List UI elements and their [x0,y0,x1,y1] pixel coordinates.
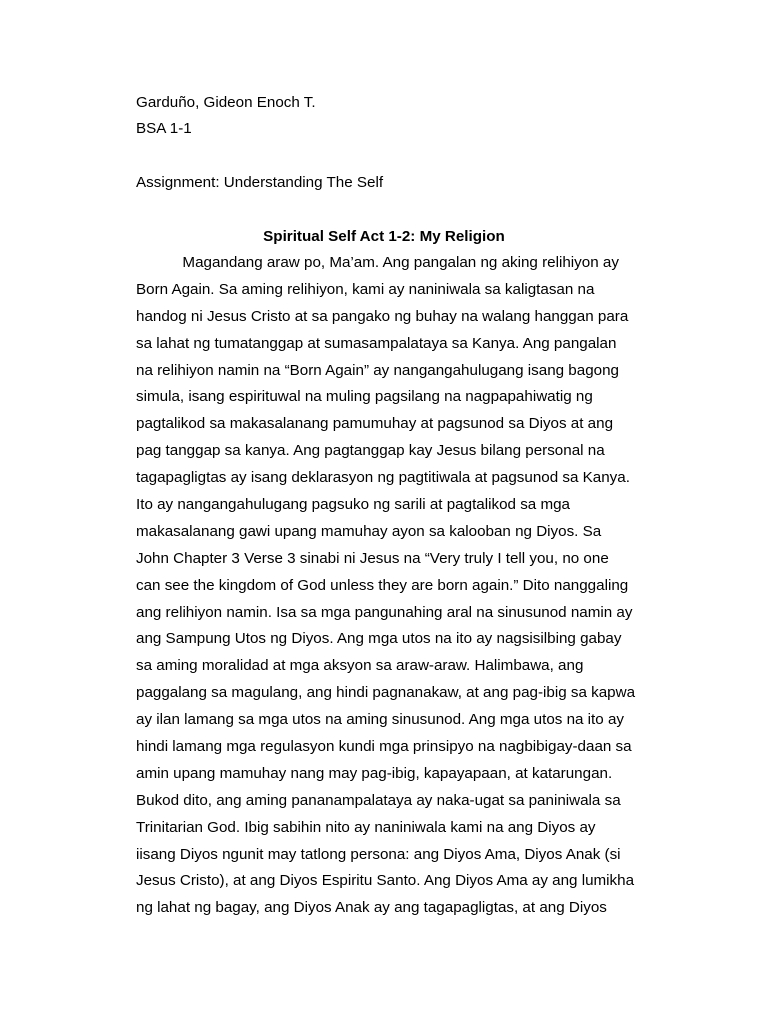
body-line: handog ni Jesus Cristo at sa pangako ng buhay na walang hanggan para [136,307,629,325]
body-line: Ito ay nangangahulugang pagsuko ng sarili at pagtalikod sa mga [136,496,571,514]
body-line: ay ilan lamang sa mga utos na aming sinusunod. Ang mga utos na ito ay [136,711,624,729]
student-section: BSA 1-1 [136,120,192,137]
body-line: Born Again. Sa aming relihiyon, kami ay naniniwala sa kaligtasan na [136,280,595,298]
body-line: can see the kingdom of God unless they are born again.” Dito nanggaling [136,576,629,594]
body-paragraph [136,253,636,925]
body-line: na relihiyon namin na “Born Again” ay nangangahulugang isang bagong [136,361,619,379]
body-line: ang Sampung Utos ng Diyos. Ang mga utos na ito ay nagsisilbing gabay [136,630,622,648]
assignment-label: Assignment: Understanding The Self [136,174,384,191]
body-line: pag tanggap sa kanya. Ang pagtanggap kay Jesus bilang personal na [136,442,605,460]
body-line: John Chapter 3 Verse 3 sinabi ni Jesus na “Very truly I tell you, no one [136,549,609,567]
body-line: iisang Diyos ngunit may tatlong persona: ang Diyos Ama, Diyos Anak (si [136,845,621,863]
body-line: simula, isang espirituwal na muling pagsilang na nagpapahiwatig ng [136,388,593,406]
body-line: tagapagligtas ay isang deklarasyon ng pagtitiwala at pagsunod sa Kanya. [136,469,630,487]
document-title: Spiritual Self Act 1-2: My Religion [263,228,505,245]
body-line: hindi lamang mga regulasyon kundi mga prinsipyo na nagbibigay-daan sa [136,738,632,756]
student-name: Garduño, Gideon Enoch T. [136,94,316,111]
body-line: Jesus Cristo), at ang Diyos Espiritu Santo. Ang Diyos Ama ay ang lumikha [136,872,635,890]
body-line: paggalang sa magulang, ang hindi pagnanakaw, at ang pag-ibig sa kapwa [136,684,636,702]
body-line: ng lahat ng bagay, ang Diyos Anak ay ang tagapagligtas, at ang Diyos [136,899,607,917]
body-line: sa aming moralidad at mga aksyon sa araw-araw. Halimbawa, ang [136,657,584,675]
body-line: Bukod dito, ang aming pananampalataya ay naka-ugat sa paniniwala sa [136,791,621,809]
body-line: sa lahat ng tumatanggap at sumasampalataya sa Kanya. Ang pangalan [136,334,617,352]
body-line: ang relihiyon namin. Isa sa mga pangunahing aral na sinusunod namin ay [136,603,633,621]
body-line: amin upang mamuhay nang may pag-ibig, kapayapaan, at katarungan. [136,764,613,782]
body-line: makasalanang gawi upang mamuhay ayon sa kalooban ng Diyos. Sa [136,522,602,540]
body-line: Magandang araw po, Ma’am. Ang pangalan ng aking relihiyon ay [136,254,619,271]
body-line: Trinitarian God. Ibig sabihin nito ay naniniwala kami na ang Diyos ay [136,818,596,836]
body-line: pagtalikod sa makasalanang pamumuhay at pagsunod sa Diyos at ang [136,415,614,433]
